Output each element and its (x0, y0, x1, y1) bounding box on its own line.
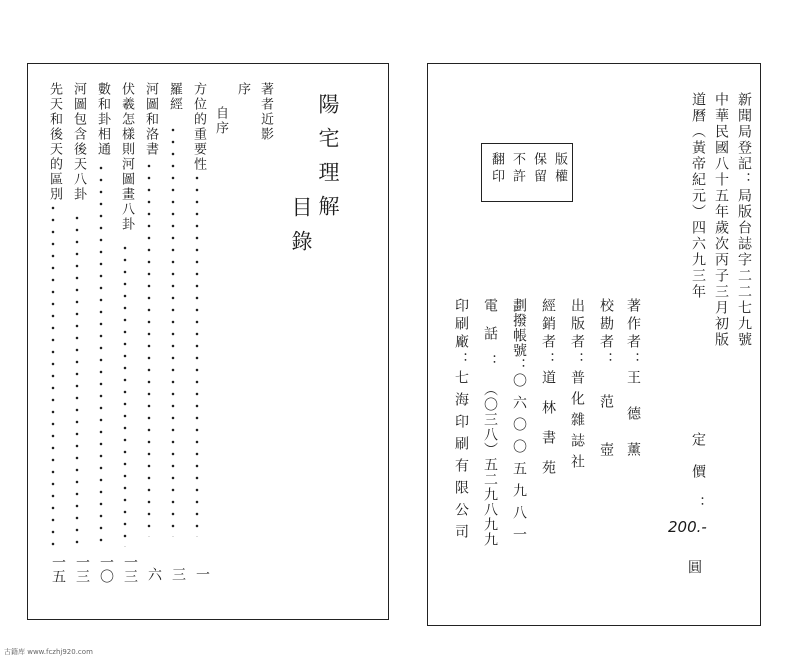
toc-page-number: 一 (194, 567, 210, 581)
toc-page-number: 一三 (74, 555, 90, 583)
credit-value: （〇三八）五二九八九九 (482, 382, 498, 547)
toc-subtitle: 目錄 (289, 196, 313, 264)
toc-entry (141, 82, 161, 537)
toc-entry-label: 自序 (213, 106, 228, 136)
price-value: 200.- (668, 518, 707, 536)
credit-label: 電話： (482, 298, 498, 382)
rights-reserved-box (481, 143, 573, 202)
credit-row (480, 298, 500, 547)
toc-entry-label: 方位的重要性 (191, 82, 206, 172)
toc-entry (69, 82, 89, 537)
edition-line: 中華民國八十五年歲次丙子三月初版 (713, 92, 729, 348)
registration-line: 新聞局登記：局版台誌字二二七九號 (736, 92, 752, 348)
credit-row (451, 298, 471, 546)
credit-label: 經銷者： (540, 298, 556, 370)
toc-entry (117, 82, 137, 537)
toc-page-number: 三 (170, 567, 186, 581)
toc-entry (189, 82, 209, 537)
toc-page-number: 六 (146, 567, 162, 581)
credit-label: 著作者： (625, 298, 641, 370)
credit-row (538, 298, 558, 490)
toc-entry-label: 著者近影 (258, 82, 273, 142)
credit-row (567, 298, 587, 475)
credit-value: 王德薰 (625, 370, 641, 478)
toc-entry-label: 伏羲怎樣則河圖畫八卦 (119, 82, 134, 232)
leader-dots (123, 242, 127, 547)
price-label: 定價： (690, 432, 706, 528)
credit-value: 范壺 (598, 394, 614, 490)
leader-dots (195, 172, 199, 537)
leader-dots (171, 124, 175, 537)
credit-row (596, 298, 616, 490)
toc-page-number: 一三 (122, 555, 138, 583)
credit-label: 校勘者： (598, 298, 614, 370)
credit-value: 七海印刷有限公司 (453, 370, 469, 546)
toc-entry-label: 序 (235, 82, 250, 97)
toc-page-number: 一五 (50, 555, 66, 583)
credit-label: 印刷廠： (453, 298, 469, 370)
toc-entry (233, 82, 253, 537)
credit-value: 道林書苑 (540, 370, 556, 490)
daoli-line: 道曆（黃帝紀元）四六九三年 (690, 92, 706, 300)
toc-entry (256, 82, 276, 537)
toc-entry (45, 82, 65, 537)
credit-value: 普化雜誌社 (569, 370, 585, 475)
toc-entry-label: 河圖包含後天八卦 (71, 82, 86, 202)
credit-value: 〇六〇〇五九八一 (511, 373, 527, 549)
leader-dots (99, 162, 103, 547)
toc-entry-label: 河圖和洛書 (143, 82, 158, 157)
credit-row (509, 298, 529, 549)
toc-entry (93, 82, 113, 537)
toc-entry (165, 82, 185, 537)
toc-title: 陽宅理解 (316, 93, 340, 229)
rights-text: 版權 (552, 152, 567, 186)
toc-entry-label: 羅經 (167, 82, 182, 112)
leader-dots (51, 202, 55, 547)
toc-entry-label: 數和卦相通 (95, 82, 110, 157)
toc-entry-label: 先天和後天的區別 (47, 82, 62, 202)
credit-row (623, 298, 643, 478)
credit-label: 劃撥帳號： (511, 298, 527, 373)
rights-text: 翻印 (489, 152, 504, 186)
leader-dots (147, 160, 151, 537)
rights-text: 保留 (531, 152, 546, 186)
price-unit: 圓 (688, 560, 702, 576)
toc-page-number: 一〇 (98, 555, 114, 583)
toc-entry (211, 106, 231, 561)
watermark-text: 古籍库 www.fczhj920.com (4, 648, 93, 656)
rights-text: 不許 (510, 152, 525, 186)
credit-label: 出版者： (569, 298, 585, 370)
leader-dots (75, 212, 79, 547)
